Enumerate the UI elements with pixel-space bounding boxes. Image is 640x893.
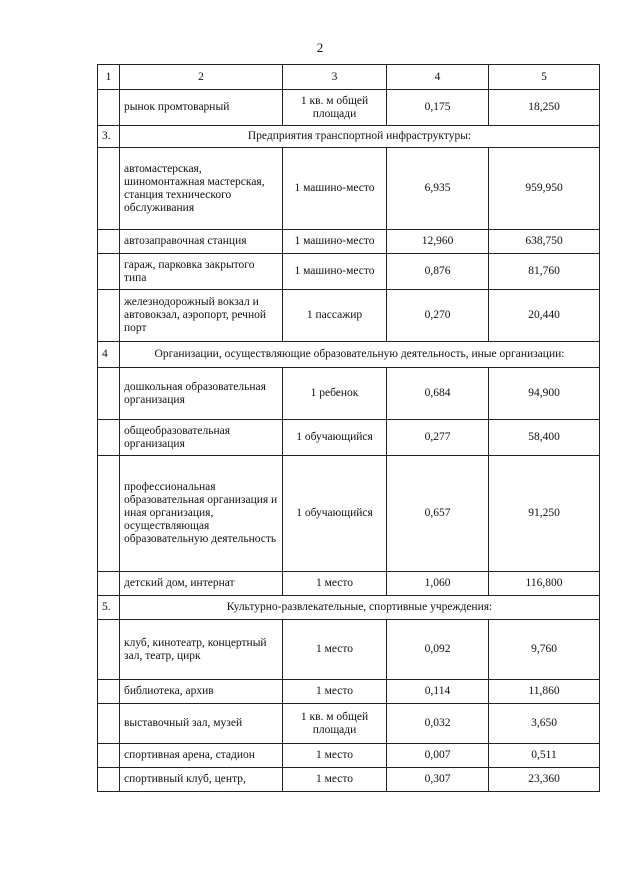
row-index-cell xyxy=(98,768,120,792)
unit-of-measure: 1 пассажир xyxy=(283,290,387,342)
value-col-4: 0,270 xyxy=(387,290,489,342)
table-row xyxy=(98,744,600,768)
facility-name: гараж, парковка закрытого типа xyxy=(120,254,283,290)
value-col-4: 0,007 xyxy=(387,744,489,768)
header-col-3: 3 xyxy=(283,65,387,90)
value-col-5: 81,760 xyxy=(489,254,600,290)
unit-of-measure: 1 обучающийся xyxy=(283,420,387,456)
row-index-cell xyxy=(98,704,120,744)
facility-name: спортивная арена, стадион xyxy=(120,744,283,768)
section-title: Культурно-развлекательные, спортивные учреждения: xyxy=(120,596,600,620)
unit-of-measure: 1 ребенок xyxy=(283,368,387,420)
value-col-5: 638,750 xyxy=(489,230,600,254)
value-col-4: 0,307 xyxy=(387,768,489,792)
unit-of-measure: 1 место xyxy=(283,768,387,792)
table-row xyxy=(98,90,600,126)
table-row xyxy=(98,704,600,744)
table-row xyxy=(98,148,600,230)
table-row xyxy=(98,290,600,342)
facility-name: профессиональная образовательная организация и иная организация, осуществляющая образовательную деятельность xyxy=(120,456,283,572)
value-col-4: 0,092 xyxy=(387,620,489,680)
section-title: Организации, осуществляющие образовательную деятельность, иные организации: xyxy=(120,342,600,368)
table-row xyxy=(98,230,600,254)
value-col-5: 91,250 xyxy=(489,456,600,572)
unit-of-measure: 1 место xyxy=(283,620,387,680)
unit-of-measure: 1 обучающийся xyxy=(283,456,387,572)
unit-of-measure: 1 место xyxy=(283,744,387,768)
table-row xyxy=(98,254,600,290)
value-col-5: 959,950 xyxy=(489,148,600,230)
unit-of-measure: 1 машино-место xyxy=(283,148,387,230)
value-col-5: 18,250 xyxy=(489,90,600,126)
header-col-2: 2 xyxy=(120,65,283,90)
value-col-5: 58,400 xyxy=(489,420,600,456)
value-col-5: 23,360 xyxy=(489,768,600,792)
value-col-5: 3,650 xyxy=(489,704,600,744)
table-body xyxy=(98,65,600,792)
rates-table xyxy=(97,64,600,792)
unit-of-measure: 1 место xyxy=(283,680,387,704)
facility-name: железнодорожный вокзал и автовокзал, аэропорт, речной порт xyxy=(120,290,283,342)
unit-of-measure: 1 машино-место xyxy=(283,230,387,254)
section-title: Предприятия транспортной инфраструктуры: xyxy=(120,126,600,148)
page-number: 2 xyxy=(316,40,324,55)
row-index-cell xyxy=(98,744,120,768)
unit-of-measure: 1 кв. м общей площади xyxy=(283,704,387,744)
facility-name: общеобразовательная организация xyxy=(120,420,283,456)
row-index-cell xyxy=(98,456,120,572)
value-col-5: 9,760 xyxy=(489,620,600,680)
value-col-4: 0,684 xyxy=(387,368,489,420)
section-row xyxy=(98,342,600,368)
section-number: 5. xyxy=(98,596,120,620)
section-row xyxy=(98,126,600,148)
value-col-4: 12,960 xyxy=(387,230,489,254)
table-row xyxy=(98,680,600,704)
value-col-5: 20,440 xyxy=(489,290,600,342)
unit-of-measure: 1 место xyxy=(283,572,387,596)
unit-of-measure: 1 машино-место xyxy=(283,254,387,290)
row-index-cell xyxy=(98,680,120,704)
value-col-5: 11,860 xyxy=(489,680,600,704)
row-index-cell xyxy=(98,620,120,680)
header-col-1: 1 xyxy=(98,65,120,90)
facility-name: дошкольная образовательная организация xyxy=(120,368,283,420)
facility-name: выставочный зал, музей xyxy=(120,704,283,744)
row-index-cell xyxy=(98,148,120,230)
facility-name: спортивный клуб, центр, xyxy=(120,768,283,792)
value-col-4: 0,876 xyxy=(387,254,489,290)
table-row xyxy=(98,368,600,420)
value-col-4: 0,114 xyxy=(387,680,489,704)
section-number: 4 xyxy=(98,342,120,368)
row-index-cell xyxy=(98,368,120,420)
row-index-cell xyxy=(98,254,120,290)
facility-name: автомастерская, шиномонтажная мастерская, станция технического обслуживания xyxy=(120,148,283,230)
facility-name: автозаправочная станция xyxy=(120,230,283,254)
table-row xyxy=(98,620,600,680)
value-col-4: 0,277 xyxy=(387,420,489,456)
row-index-cell xyxy=(98,90,120,126)
value-col-4: 0,175 xyxy=(387,90,489,126)
row-index-cell xyxy=(98,290,120,342)
row-index-cell xyxy=(98,572,120,596)
unit-of-measure: 1 кв. м общей площади xyxy=(283,90,387,126)
facility-name: рынок промтоварный xyxy=(120,90,283,126)
table-row xyxy=(98,420,600,456)
value-col-5: 94,900 xyxy=(489,368,600,420)
table-header-row xyxy=(98,65,600,90)
table-row xyxy=(98,572,600,596)
facility-name: клуб, кинотеатр, концертный зал, театр, цирк xyxy=(120,620,283,680)
value-col-4: 0,657 xyxy=(387,456,489,572)
section-number: 3. xyxy=(98,126,120,148)
row-index-cell xyxy=(98,420,120,456)
header-col-5: 5 xyxy=(489,65,600,90)
row-index-cell xyxy=(98,230,120,254)
value-col-4: 6,935 xyxy=(387,148,489,230)
section-row xyxy=(98,596,600,620)
value-col-5: 0,511 xyxy=(489,744,600,768)
table-row xyxy=(98,456,600,572)
value-col-4: 0,032 xyxy=(387,704,489,744)
facility-name: детский дом, интернат xyxy=(120,572,283,596)
value-col-5: 116,800 xyxy=(489,572,600,596)
facility-name: библиотека, архив xyxy=(120,680,283,704)
value-col-4: 1,060 xyxy=(387,572,489,596)
header-col-4: 4 xyxy=(387,65,489,90)
table-row xyxy=(98,768,600,792)
